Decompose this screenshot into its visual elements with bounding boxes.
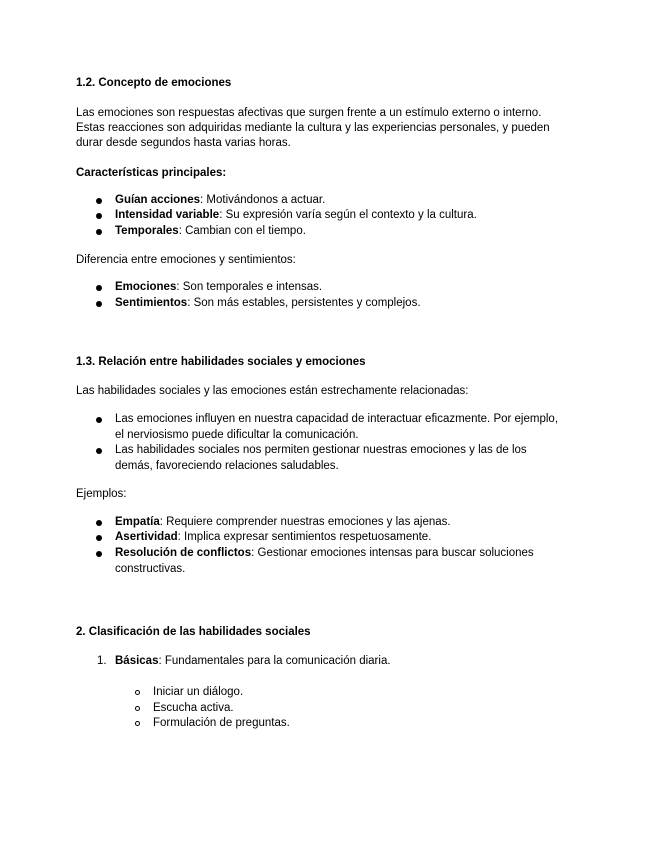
characteristics-heading: Características principales:: [76, 167, 227, 179]
paragraph-line: Las emociones son respuestas afectivas que surgen frente a un estímulo externo o interno.: [76, 107, 542, 119]
list-item-continuation: demás, favoreciendo relaciones saludables.: [115, 460, 339, 472]
numbered-list-item: Básicas: Fundamentales para la comunicación diaria.: [115, 655, 391, 667]
bullet-icon: [96, 198, 102, 204]
bullet-icon: [96, 520, 102, 526]
list-item: Sentimientos: Son más estables, persistentes y complejos.: [115, 297, 421, 309]
list-item: Temporales: Cambian con el tiempo.: [115, 225, 306, 237]
differences-label: Diferencia entre emociones y sentimientos:: [76, 254, 296, 266]
hollow-bullet-icon: [135, 706, 140, 711]
list-item: Asertividad: Implica expresar sentimientos respetuosamente.: [115, 531, 432, 543]
sub-list-item: Formulación de preguntas.: [153, 717, 290, 729]
list-item: Resolución de conflictos: Gestionar emociones intensas para buscar soluciones: [115, 547, 534, 559]
list-item: Empatía: Requiere comprender nuestras emociones y las ajenas.: [115, 516, 451, 528]
section-heading-1-2: 1.2. Concepto de emociones: [76, 77, 232, 89]
sub-list-item: Iniciar un diálogo.: [153, 686, 244, 698]
list-item: Las emociones influyen en nuestra capacidad de interactuar eficazmente. Por ejemplo,: [115, 413, 559, 425]
bullet-icon: [96, 285, 102, 291]
list-item-continuation: constructivas.: [115, 563, 186, 575]
list-item: Guían acciones: Motivándonos a actuar.: [115, 194, 326, 206]
list-item: Las habilidades sociales nos permiten gestionar nuestras emociones y las de los: [115, 444, 527, 456]
hollow-bullet-icon: [135, 690, 140, 695]
list-item: Intensidad variable: Su expresión varía según el contexto y la cultura.: [115, 209, 477, 221]
bullet-icon: [96, 551, 102, 557]
examples-label: Ejemplos:: [76, 488, 127, 500]
hollow-bullet-icon: [135, 721, 140, 726]
list-item-continuation: el nerviosismo puede dificultar la comunicación.: [115, 429, 359, 441]
bullet-icon: [96, 301, 102, 307]
section-heading-1-3: 1.3. Relación entre habilidades sociales y emociones: [76, 356, 366, 368]
list-item: Emociones: Son temporales e intensas.: [115, 281, 323, 293]
section-heading-2: 2. Clasificación de las habilidades sociales: [76, 626, 311, 638]
paragraph-line: Las habilidades sociales y las emociones están estrechamente relacionadas:: [76, 385, 469, 397]
sub-list-item: Escucha activa.: [153, 702, 234, 714]
bullet-icon: [96, 448, 102, 454]
bullet-icon: [96, 535, 102, 541]
bullet-icon: [96, 417, 102, 423]
bullet-icon: [96, 213, 102, 219]
list-number: 1.: [97, 655, 107, 667]
bullet-icon: [96, 229, 102, 235]
paragraph-line: Estas reacciones son adquiridas mediante la cultura y las experiencias personales, y pueden: [76, 122, 550, 134]
paragraph-line: durar desde segundos hasta varias horas.: [76, 137, 291, 149]
